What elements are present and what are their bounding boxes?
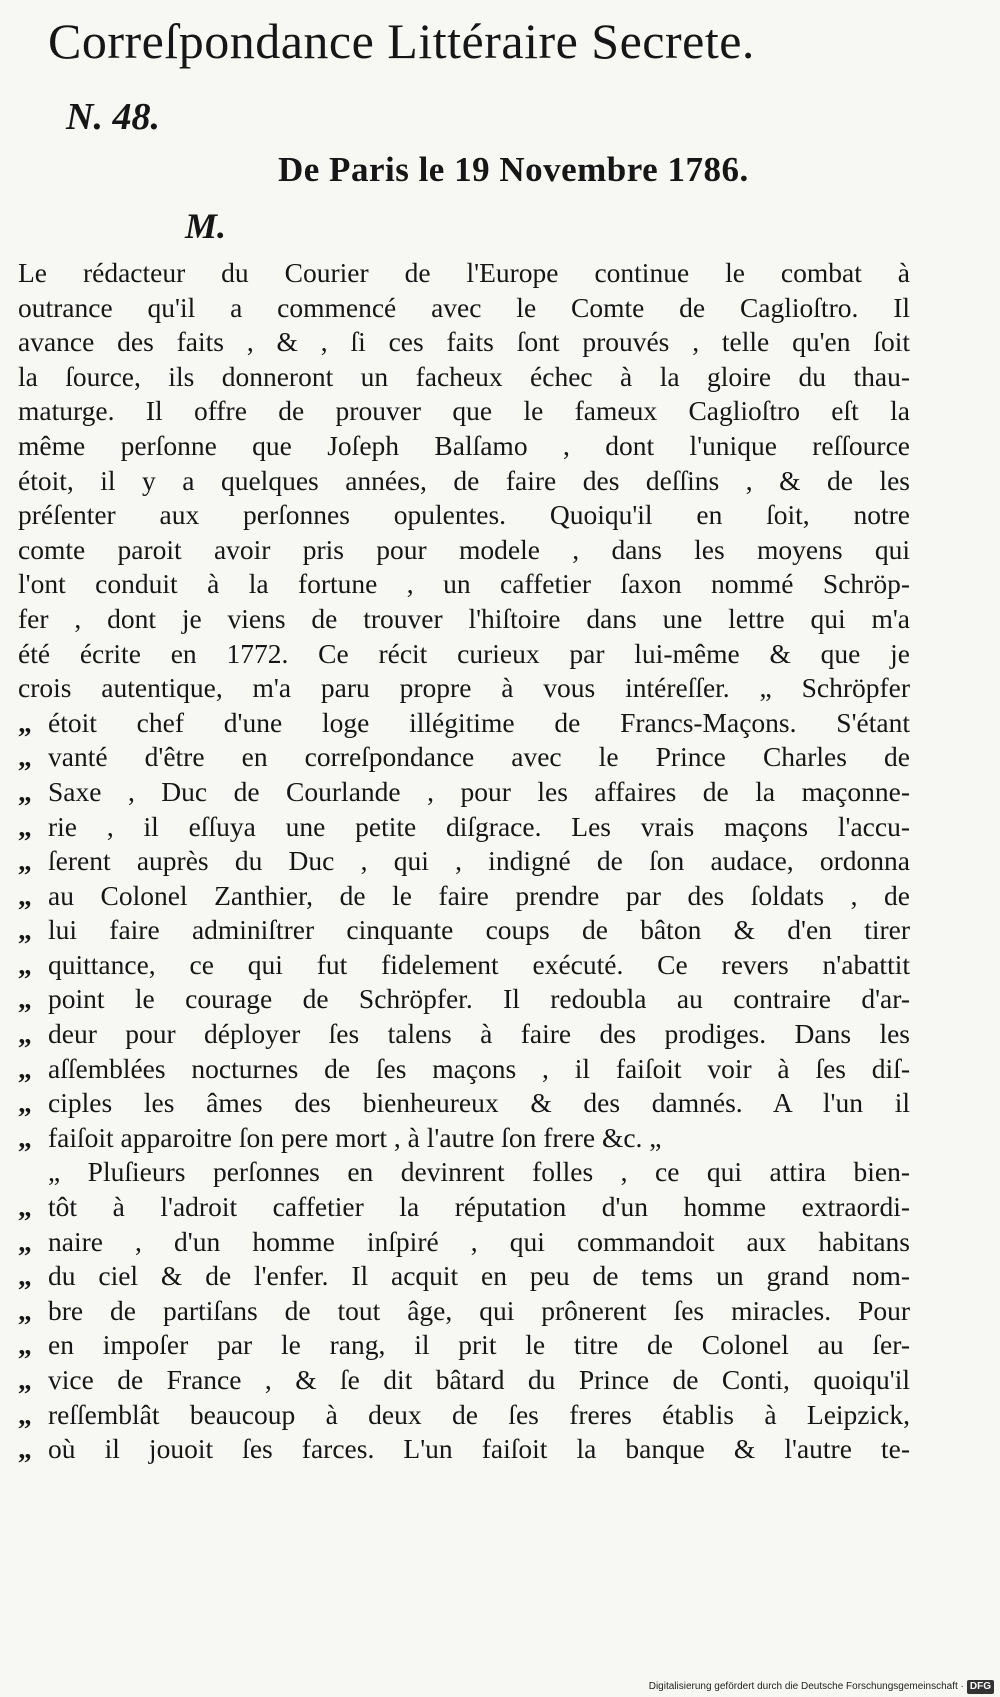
salutation: M. [185, 206, 227, 246]
document-title: Correſpondance Littéraire Secrete. [48, 13, 755, 69]
text-line [18, 1121, 910, 1156]
text-line [18, 1190, 910, 1225]
footer-text: Digitalisierung gefördert durch die Deutsche Forschungsgemeinschaft · [648, 1681, 964, 1692]
text-line [18, 637, 910, 672]
line-text: du ciel & de l'enfer. Il acquit en peu de tems un grand nom- [48, 1260, 910, 1292]
line-text: avance des faits , & , ſi ces faits ſont prouvés , telle qu'en ſoit [18, 326, 910, 358]
line-text: vanté d'être en correſpondance avec le Prince Charles de [48, 741, 910, 773]
text-line [18, 567, 910, 602]
text-line [18, 740, 910, 775]
quote-mark: „ [18, 1052, 32, 1084]
line-text: point le courage de Schröpfer. Il redoubla au contraire d'ar- [48, 983, 910, 1015]
quote-mark: „ [18, 1260, 32, 1292]
funding-footer [649, 1680, 994, 1694]
quote-mark: „ [18, 1294, 32, 1326]
text-line [18, 1398, 910, 1433]
text-line [18, 1086, 910, 1121]
dateline: De Paris le 19 Novembre 1786. [278, 150, 749, 189]
dfg-logo: DFG [967, 1680, 994, 1694]
text-line [18, 879, 910, 914]
text-line [18, 1225, 910, 1260]
line-text: naire , d'un homme inſpiré , qui commandoit aux habitans [48, 1225, 910, 1257]
quote-mark: „ [18, 845, 32, 877]
line-text: en impoſer par le rang, il prit le titre de Colonel au ſer- [48, 1329, 910, 1361]
text-line [18, 948, 910, 983]
line-text: aſſemblées nocturnes de ſes maçons , il faiſoit voir à ſes diſ- [48, 1052, 910, 1084]
quote-mark: „ [18, 1225, 32, 1257]
line-text: ciples les âmes des bienheureux & des damnés. A l'un il [48, 1087, 910, 1119]
line-text: l'ont conduit à la fortune , un caffetier ſaxon nommé Schröp- [18, 568, 910, 600]
text-line [18, 706, 910, 741]
line-text: reſſemblât beaucoup à deux de ſes freres établis à Leipzick, [48, 1398, 910, 1430]
line-text: même perſonne que Joſeph Balſamo , dont l'unique reſſource [18, 429, 910, 461]
text-line [18, 602, 910, 637]
line-text: Saxe , Duc de Courlande , pour les affaires de la maçonne- [48, 775, 910, 807]
line-text: lui faire adminiſtrer cinquante coups de bâton & d'en tirer [48, 914, 910, 946]
line-text: où il jouoit ſes farces. L'un faiſoit la banque & l'autre te- [48, 1433, 910, 1465]
line-text: quittance, ce qui fut fidelement exécuté. Ce revers n'abattit [48, 948, 910, 980]
line-text: rie , il eſſuya une petite diſgrace. Les vrais maçons l'accu- [48, 810, 910, 842]
line-text: deur pour déployer ſes talens à faire des prodiges. Dans les [48, 1018, 910, 1050]
line-text: été écrite en 1772. Ce récit curieux par lui-même & que je [18, 637, 910, 669]
text-line [18, 498, 910, 533]
text-line [18, 325, 910, 360]
text-line [18, 810, 910, 845]
text-line [18, 394, 910, 429]
text-line [18, 533, 910, 568]
text-line [18, 291, 910, 326]
line-text: „ Pluſieurs perſonnes en devinrent folles , ce qui attira bien- [48, 1156, 910, 1188]
text-line [18, 1155, 910, 1190]
text-line [18, 429, 910, 464]
quote-mark: „ [18, 1398, 32, 1430]
quote-mark: „ [18, 1121, 32, 1153]
quote-mark: „ [18, 1018, 32, 1050]
line-text: comte paroit avoir pris pour modele , dans les moyens qui [18, 533, 910, 565]
line-text: vice de France , & ſe dit bâtard du Prince de Conti, quoiqu'il [48, 1364, 910, 1395]
text-line [18, 671, 910, 706]
text-line [18, 1363, 910, 1398]
text-line [18, 1432, 910, 1467]
quote-mark: „ [18, 706, 32, 738]
line-text: faiſoit apparoitre ſon pere mort , à l'autre ſon frere &c. „ [48, 1121, 662, 1153]
line-text: la ſource, ils donneront un facheux échec à la gloire du thau- [18, 360, 910, 392]
quote-mark: „ [18, 775, 32, 807]
line-text: au Colonel Zanthier, de le faire prendre par des ſoldats , de [48, 879, 910, 911]
quote-mark: „ [18, 1329, 32, 1361]
text-line [18, 844, 910, 879]
text-line [18, 1328, 910, 1363]
line-text: préſenter aux perſonnes opulentes. Quoiqu'il en ſoit, notre [18, 499, 910, 531]
line-text: ſerent auprès du Duc , qui , indigné de ſon audace, ordonna [48, 845, 910, 877]
text-line [18, 775, 910, 810]
text-line [18, 256, 910, 291]
text-line [18, 1259, 910, 1294]
issue-number: N. 48. [66, 96, 160, 138]
text-line [18, 360, 910, 395]
body-text [18, 256, 910, 1467]
quote-mark: „ [18, 948, 32, 980]
line-text: tôt à l'adroit caffetier la réputation d'un homme extraordi- [48, 1191, 910, 1223]
quote-mark: „ [18, 741, 32, 773]
text-line [18, 913, 910, 948]
line-text: maturge. Il offre de prouver que le fameux Caglioſtro eſt la [18, 395, 910, 427]
quote-mark: „ [18, 1191, 32, 1223]
line-text: étoit, il y a quelques années, de faire des deſſins , & de les [18, 464, 910, 496]
quote-mark: „ [18, 879, 32, 911]
quote-mark: „ [18, 983, 32, 1015]
line-text: étoit chef d'une loge illégitime de Francs-Maçons. S'étant [48, 706, 910, 738]
quote-mark: „ [18, 1087, 32, 1119]
text-line [18, 1052, 910, 1087]
text-line [18, 982, 910, 1017]
line-text: crois autentique, m'a paru propre à vous intéreſſer. „ Schröpfer [18, 672, 910, 704]
quote-mark: „ [18, 810, 32, 842]
quote-mark: „ [18, 914, 32, 946]
quote-mark: „ [18, 1433, 32, 1465]
quote-mark: „ [18, 1364, 32, 1395]
line-text: bre de partiſans de tout âge, qui prônerent ſes miracles. Pour [48, 1294, 910, 1326]
text-line [18, 1017, 910, 1052]
line-text: outrance qu'il a commencé avec le Comte de Caglioſtro. Il [18, 291, 910, 323]
text-line [18, 464, 910, 499]
line-text: fer , dont je viens de trouver l'hiſtoire dans une lettre qui m'a [18, 602, 910, 634]
text-line [18, 1294, 910, 1329]
line-text: Le rédacteur du Courier de l'Europe continue le combat à [18, 257, 910, 288]
